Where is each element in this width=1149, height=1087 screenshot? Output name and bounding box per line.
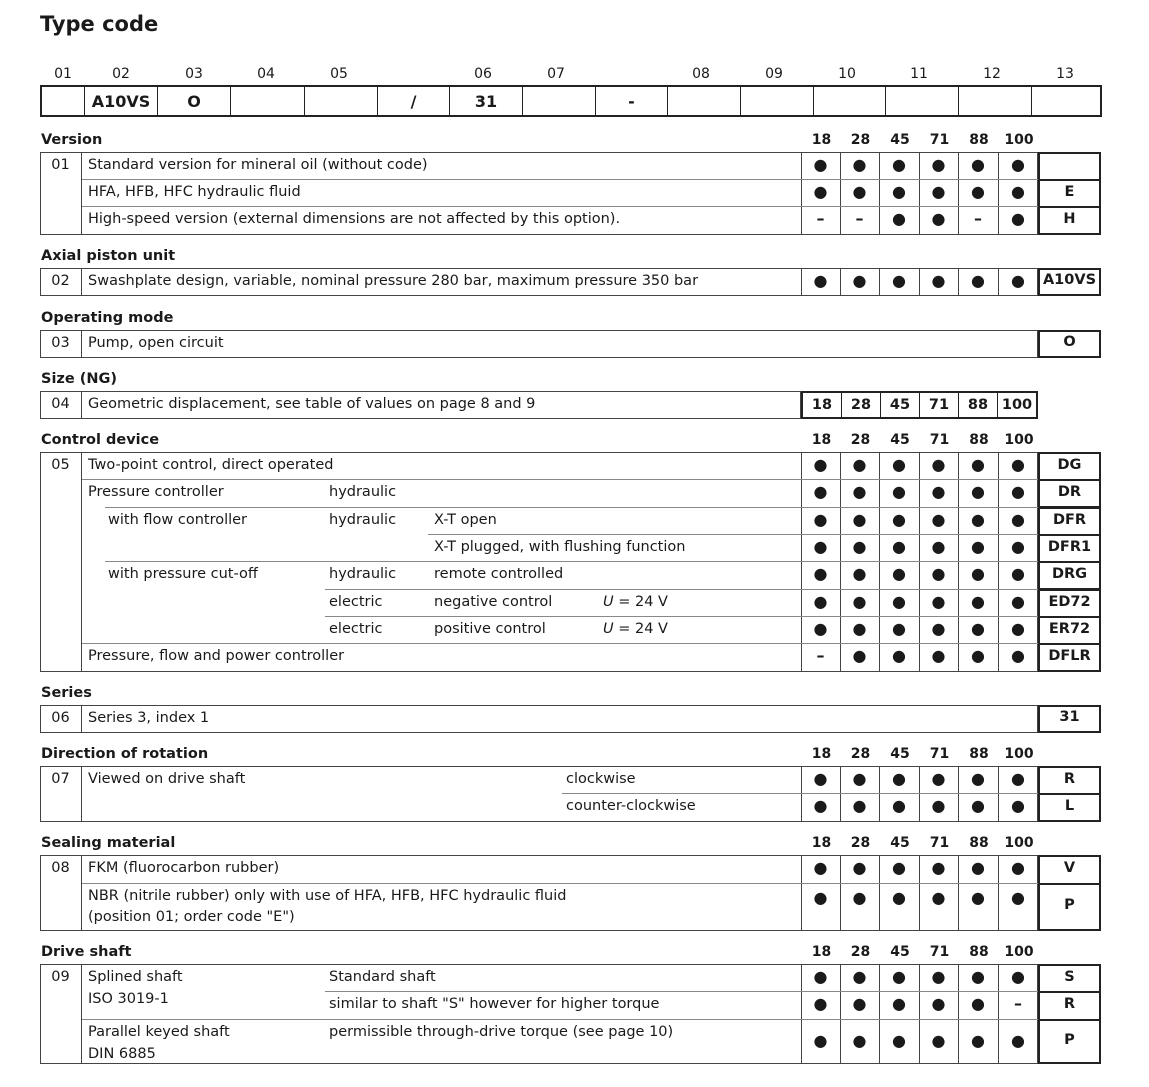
value-cell: ● <box>1011 592 1025 611</box>
row-text: NBR (nitrile rubber) only with use of HFA, HFB, HFC hydraulic fluid <box>88 888 567 904</box>
value-cell: ● <box>813 592 828 611</box>
row-text: DIN 6885 <box>88 1046 156 1062</box>
value-cell: ● <box>931 271 946 290</box>
number-divider <box>81 391 82 419</box>
value-cell: ● <box>971 967 985 986</box>
page-title: Type code <box>40 12 159 36</box>
section-title: Sealing material <box>41 835 176 851</box>
row-divider <box>82 643 1038 644</box>
type-code-cell <box>958 87 1031 115</box>
type-code-box <box>40 85 1102 117</box>
row-divider <box>562 793 1038 794</box>
value-cell: ● <box>971 455 985 474</box>
section-title: Size (NG) <box>41 371 118 387</box>
order-code: P <box>1064 897 1075 913</box>
value-cell: ● <box>852 1031 867 1050</box>
type-code-cell <box>813 87 885 115</box>
type-code-cell <box>667 87 740 115</box>
size-header: 71 <box>929 746 950 762</box>
row-text: with pressure cut-off <box>108 566 258 582</box>
size-option: 71 <box>919 393 958 417</box>
value-cell: ● <box>813 564 828 583</box>
value-cell: ● <box>813 482 828 501</box>
row-divider <box>428 534 1038 535</box>
value-cell: ● <box>971 646 985 665</box>
section-title: Operating mode <box>41 310 174 326</box>
type-code-cell <box>304 87 377 115</box>
size-header: 71 <box>929 835 950 851</box>
value-cell: ● <box>1011 564 1025 583</box>
size-header: 71 <box>929 132 950 148</box>
order-code: S <box>1064 969 1075 985</box>
row-text: electric <box>329 594 383 610</box>
row-text: hydraulic <box>329 512 397 528</box>
value-cell: ● <box>971 510 985 529</box>
value-cell: ● <box>813 769 828 788</box>
size-option: 45 <box>880 393 919 417</box>
value-cell: ● <box>892 537 906 556</box>
value-cell: ● <box>1011 510 1025 529</box>
position-number: 01 <box>54 66 72 82</box>
value-cell: ● <box>813 182 828 201</box>
value-cell: ● <box>1011 537 1025 556</box>
value-cell: ● <box>931 646 946 665</box>
size-option: 88 <box>958 393 997 417</box>
order-code: E <box>1064 184 1075 200</box>
row-text: clockwise <box>566 771 636 787</box>
type-code-cell: - <box>595 87 667 115</box>
value-cell: ● <box>1011 182 1025 201</box>
order-code: R <box>1063 996 1076 1012</box>
value-cell: ● <box>1011 619 1025 638</box>
value-cell: ● <box>852 537 867 556</box>
section-title: Axial piston unit <box>41 248 176 264</box>
row-divider <box>82 206 1038 207</box>
size-header: 100 <box>1004 835 1034 851</box>
row-text: hydraulic <box>329 566 397 582</box>
size-header: 88 <box>969 132 989 148</box>
value-cell: ● <box>931 564 946 583</box>
order-code: DR <box>1057 484 1082 500</box>
value-cell: ● <box>852 510 867 529</box>
number-divider <box>81 330 82 358</box>
voltage-symbol: U <box>603 621 614 637</box>
size-header: 28 <box>850 132 871 148</box>
row-text: electric <box>329 621 383 637</box>
type-code-cell <box>522 87 595 115</box>
value-cell: ● <box>892 619 906 638</box>
value-cell: ● <box>1011 1031 1025 1050</box>
row-divider <box>82 179 1038 180</box>
row-text: positive control <box>434 621 546 637</box>
row-divider <box>325 589 1038 590</box>
value-cell: ● <box>971 769 985 788</box>
row-text: Geometric displacement, see table of values on page 8 and 9 <box>88 396 536 412</box>
number-divider <box>81 855 82 931</box>
type-code-cell <box>1031 87 1104 115</box>
order-code: DFR1 <box>1047 539 1092 555</box>
value-cell: ● <box>813 1031 828 1050</box>
value-cell: ● <box>892 155 906 174</box>
value-cell: ● <box>892 646 906 665</box>
value-cell: ● <box>813 967 828 986</box>
order-code: R <box>1063 771 1076 787</box>
row-text: (position 01; order code "E") <box>88 909 295 925</box>
position-number: 04 <box>257 66 275 82</box>
value-cell: ● <box>1011 888 1025 907</box>
section-title: Series <box>41 685 92 701</box>
value-cell: ● <box>813 888 828 907</box>
value-cell: ● <box>892 858 906 877</box>
row-text: Standard shaft <box>329 969 436 985</box>
value-cell: ● <box>1011 155 1025 174</box>
value-cell: ● <box>892 209 906 228</box>
number-divider <box>81 766 82 822</box>
value-cell: ● <box>971 592 985 611</box>
value-cell: ● <box>931 858 946 877</box>
section-title: Version <box>41 132 103 148</box>
size-header: 18 <box>811 432 832 448</box>
row-divider <box>105 561 1038 562</box>
position-number: 05 <box>330 66 348 82</box>
order-code: O <box>1063 334 1076 350</box>
size-header: 28 <box>850 944 871 960</box>
value-cell: ● <box>931 967 946 986</box>
row-divider <box>82 883 1038 884</box>
order-code: P <box>1064 1032 1075 1048</box>
size-header: 45 <box>890 432 910 448</box>
row-divider <box>82 1019 1038 1020</box>
value-cell: ● <box>931 769 946 788</box>
row-text: counter-clockwise <box>566 798 696 814</box>
value-cell: ● <box>1011 858 1025 877</box>
size-header: 45 <box>890 944 910 960</box>
value-cell: ● <box>971 155 985 174</box>
value-cell: ● <box>892 967 906 986</box>
value-cell: ● <box>852 564 867 583</box>
type-code-cell: O <box>157 87 230 115</box>
section-number: 06 <box>51 710 70 726</box>
position-number: 10 <box>838 66 856 82</box>
value-cell: ● <box>892 564 906 583</box>
row-text: Two-point control, direct operated <box>88 457 334 473</box>
position-number: 06 <box>474 66 492 82</box>
row-text: Viewed on drive shaft <box>88 771 246 787</box>
row-text: Pressure, flow and power controller <box>88 648 345 664</box>
row-text: permissible through-drive torque (see page 10) <box>329 1024 674 1040</box>
value-cell: ● <box>852 271 867 290</box>
order-code: H <box>1063 211 1076 227</box>
value-cell: ● <box>1011 209 1025 228</box>
row-divider <box>325 991 1038 992</box>
value-cell: ● <box>931 155 946 174</box>
value-cell: ● <box>852 646 867 665</box>
size-selector <box>801 391 1038 419</box>
row-text: High-speed version (external dimensions are not affected by this option). <box>88 211 621 227</box>
value-cell: ● <box>852 888 867 907</box>
section-number: 02 <box>51 273 70 289</box>
row-text: hydraulic <box>329 484 397 500</box>
row-divider <box>105 507 1038 508</box>
number-divider <box>81 152 82 235</box>
section-title: Drive shaft <box>41 944 132 960</box>
value-cell: ● <box>1011 796 1025 815</box>
value-cell: ● <box>852 592 867 611</box>
size-header: 28 <box>850 746 871 762</box>
value-cell: ● <box>931 482 946 501</box>
value-cell: ● <box>892 455 906 474</box>
size-header: 88 <box>969 432 989 448</box>
order-code: L <box>1064 798 1075 814</box>
value-cell: ● <box>931 888 946 907</box>
value-cell: ● <box>813 510 828 529</box>
value-cell: ● <box>852 994 867 1013</box>
value-cell: ● <box>931 455 946 474</box>
order-code: A10VS <box>1042 272 1097 288</box>
value-cell: ● <box>1011 455 1025 474</box>
row-text: U = 24 V <box>603 621 668 637</box>
size-header: 100 <box>1004 132 1034 148</box>
value-cell: ● <box>1011 769 1025 788</box>
row-text: remote controlled <box>434 566 564 582</box>
position-number: 12 <box>983 66 1001 82</box>
row-text: similar to shaft "S" however for higher torque <box>329 996 660 1012</box>
section-title: Direction of rotation <box>41 746 209 762</box>
row-text: Pressure controller <box>88 484 224 500</box>
order-code: DFR <box>1052 512 1087 528</box>
value-cell: ● <box>1011 482 1025 501</box>
value-cell: – <box>1014 994 1022 1013</box>
value-cell: ● <box>852 796 867 815</box>
position-number: 02 <box>112 66 130 82</box>
value-cell: ● <box>813 537 828 556</box>
voltage-symbol: U <box>603 594 614 610</box>
value-cell: – <box>855 209 864 228</box>
section-number: 05 <box>51 457 70 473</box>
value-cell: ● <box>892 510 906 529</box>
row-text: X-T plugged, with flushing function <box>434 539 686 555</box>
section-number: 01 <box>51 157 70 173</box>
value-cell: ● <box>971 182 985 201</box>
size-header: 71 <box>929 944 950 960</box>
value-cell: ● <box>931 592 946 611</box>
value-cell: ● <box>971 796 985 815</box>
value-cell: ● <box>813 994 828 1013</box>
position-number: 11 <box>910 66 928 82</box>
value-cell: ● <box>892 271 906 290</box>
value-cell: ● <box>892 769 906 788</box>
value-cell: ● <box>892 994 906 1013</box>
size-header: 71 <box>929 432 950 448</box>
section-number: 03 <box>51 335 70 351</box>
value-cell: ● <box>813 455 828 474</box>
value-cell: ● <box>892 482 906 501</box>
row-text: Standard version for mineral oil (without code) <box>88 157 428 173</box>
value-cell: ● <box>852 858 867 877</box>
position-number: 07 <box>547 66 565 82</box>
value-cell: ● <box>971 994 985 1013</box>
value-cell: ● <box>892 1031 906 1050</box>
row-text: U = 24 V <box>603 594 668 610</box>
row-text: Series 3, index 1 <box>88 710 210 726</box>
value-cell: ● <box>892 888 906 907</box>
size-header: 45 <box>890 835 910 851</box>
number-divider <box>81 705 82 733</box>
position-number: 08 <box>692 66 710 82</box>
type-code-cell: 31 <box>449 87 522 115</box>
value-cell: ● <box>971 888 985 907</box>
size-header: 18 <box>811 746 832 762</box>
value-cell: ● <box>852 155 867 174</box>
size-option: 28 <box>841 393 880 417</box>
section-number: 07 <box>51 771 70 787</box>
section-title: Control device <box>41 432 160 448</box>
value-cell: ● <box>931 510 946 529</box>
size-header: 18 <box>811 835 832 851</box>
value-cell: ● <box>1011 967 1025 986</box>
section-number: 08 <box>51 860 70 876</box>
value-cell: ● <box>852 967 867 986</box>
value-cell: ● <box>852 455 867 474</box>
value-cell: ● <box>931 796 946 815</box>
value-cell: ● <box>971 619 985 638</box>
value-cell: ● <box>852 769 867 788</box>
size-header: 88 <box>969 944 989 960</box>
type-code-cell <box>42 87 84 115</box>
value-cell: ● <box>971 482 985 501</box>
number-divider <box>81 964 82 1064</box>
row-text: FKM (fluorocarbon rubber) <box>88 860 280 876</box>
size-header: 28 <box>850 835 871 851</box>
order-code: ED72 <box>1048 594 1091 610</box>
number-divider <box>81 452 82 672</box>
order-code: DFLR <box>1048 648 1091 664</box>
value-cell: – <box>974 209 982 228</box>
value-cell: ● <box>852 482 867 501</box>
size-header: 18 <box>811 132 832 148</box>
size-option: 100 <box>997 393 1036 417</box>
position-number: 09 <box>765 66 783 82</box>
value-cell: ● <box>892 182 906 201</box>
position-number: 03 <box>185 66 203 82</box>
size-option: 18 <box>811 397 833 413</box>
type-code-cell <box>230 87 304 115</box>
value-cell: ● <box>971 858 985 877</box>
value-cell: ● <box>971 537 985 556</box>
value-cell: ● <box>931 182 946 201</box>
value-cell: ● <box>1011 646 1025 665</box>
section-number: 09 <box>51 969 70 985</box>
row-text: HFA, HFB, HFC hydraulic fluid <box>88 184 301 200</box>
value-cell: ● <box>892 796 906 815</box>
value-cell: ● <box>931 209 946 228</box>
row-text: Splined shaft <box>88 969 183 985</box>
size-header: 88 <box>969 746 989 762</box>
value-cell: ● <box>813 271 828 290</box>
row-text: with flow controller <box>108 512 248 528</box>
code-box <box>1038 152 1101 181</box>
type-code-cell <box>740 87 813 115</box>
value-cell: ● <box>971 1031 985 1050</box>
type-code-cell: / <box>377 87 449 115</box>
value-cell: ● <box>852 619 867 638</box>
size-header: 45 <box>890 132 910 148</box>
order-code: DRG <box>1051 566 1088 582</box>
value-cell: ● <box>813 796 828 815</box>
row-text: ISO 3019-1 <box>88 991 169 1007</box>
size-header: 100 <box>1004 746 1034 762</box>
size-header: 28 <box>850 432 871 448</box>
order-code: ER72 <box>1048 621 1091 637</box>
number-divider <box>81 268 82 296</box>
value-cell: – <box>816 646 825 665</box>
size-header: 88 <box>969 835 989 851</box>
position-number: 13 <box>1056 66 1074 82</box>
order-code: V <box>1063 860 1076 876</box>
size-header: 100 <box>1004 432 1034 448</box>
value-cell: – <box>816 209 825 228</box>
row-text: Parallel keyed shaft <box>88 1024 230 1040</box>
value-cell: ● <box>971 271 985 290</box>
value-cell: ● <box>931 994 946 1013</box>
value-cell: ● <box>813 155 828 174</box>
row-text: negative control <box>434 594 553 610</box>
row-divider <box>325 616 1038 617</box>
type-code-cell <box>885 87 958 115</box>
size-header: 45 <box>890 746 910 762</box>
size-header: 18 <box>811 944 832 960</box>
row-divider <box>82 479 1038 480</box>
row-text: X-T open <box>434 512 497 528</box>
row-text: Swashplate design, variable, nominal pressure 280 bar, maximum pressure 350 bar <box>88 273 699 289</box>
size-header: 100 <box>1004 944 1034 960</box>
value-cell: ● <box>1011 271 1025 290</box>
order-code: DG <box>1057 457 1082 473</box>
row-text: Pump, open circuit <box>88 335 224 351</box>
value-cell: ● <box>813 858 828 877</box>
value-cell: ● <box>813 619 828 638</box>
section-number: 04 <box>51 396 70 412</box>
value-cell: ● <box>971 564 985 583</box>
order-code: 31 <box>1059 709 1080 725</box>
value-cell: ● <box>931 1031 946 1050</box>
value-cell: ● <box>852 182 867 201</box>
type-code-cell: A10VS <box>84 87 157 115</box>
value-cell: ● <box>931 537 946 556</box>
value-cell: ● <box>931 619 946 638</box>
value-cell: ● <box>892 592 906 611</box>
